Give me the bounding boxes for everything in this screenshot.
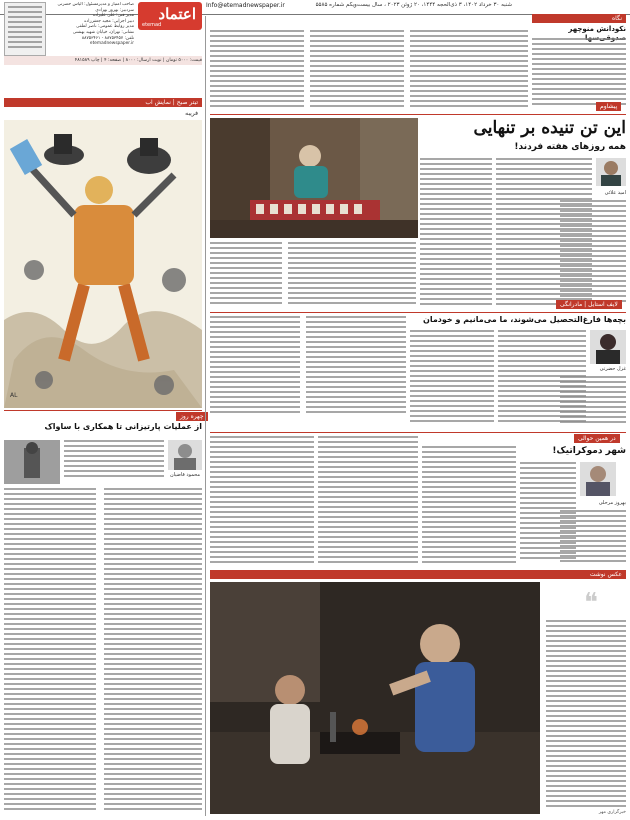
photo-note: خبرگزاری مهر: [598, 810, 626, 815]
text-block: [310, 30, 404, 112]
author-main-name: امید علائی: [604, 190, 626, 196]
credit-line: دبیر اجرایی: مجید جعفرزاده: [84, 18, 134, 24]
credit-line: صاحب امتیاز و مدیرمسئول: الیاس حضرتی: [57, 2, 134, 7]
credit-line: مدیر فنی: علی علیزاده: [92, 13, 134, 19]
column-rule: [205, 16, 206, 816]
credit-line[interactable]: etemadnewspaper.ir: [89, 41, 134, 47]
main-story-photo: [210, 118, 418, 238]
logo-small-text: etemad: [142, 22, 162, 28]
author3-photo: [590, 330, 626, 364]
text-block: [288, 242, 416, 308]
author2-name: محمود قاضیان: [169, 472, 200, 478]
headline3: بچه‌ها فارغ‌التحصیل می‌شوند، ما می‌مانیم و خودمان: [422, 315, 626, 324]
author2-photo: [168, 440, 202, 470]
logo-text: اعتماد: [158, 5, 196, 23]
cartoon-caption: فریبه: [185, 110, 198, 117]
main-subhead: همه روزهای هفته فردند!: [514, 142, 626, 152]
text-block: [306, 316, 406, 416]
text-block: [410, 330, 494, 426]
email-link[interactable]: Info@etemadnewspaper.ir: [206, 2, 285, 9]
credits-box: [48, 2, 134, 54]
cartoon-image: [4, 120, 202, 408]
right-top-label: نگاه: [612, 15, 622, 22]
cartoon-signature: AL: [10, 392, 18, 399]
credit-line: مدیر روابط عمومی: ناصر لطفی: [76, 24, 134, 30]
credits-bottom-info: قیمت: ۵۰۰۰ تومان | نوبت ارسال: ۸۰۰۰ | صفحه: ۴ | چاپ ۴۸۱۵۸۹: [4, 56, 202, 65]
text-block: [210, 316, 300, 416]
quote-mark-icon: ❝: [584, 588, 598, 618]
text-block: [420, 158, 492, 308]
text-block: [64, 440, 164, 482]
text-block: [532, 38, 626, 112]
headline4: شهر دموکراتیک!: [552, 446, 626, 456]
author4-name: بهروز مرحلی: [598, 500, 626, 506]
text-block: [210, 436, 314, 566]
text-block: [560, 376, 626, 426]
bottom-label: عکس نوشت: [589, 571, 622, 578]
author-label: پیشاوم: [596, 102, 621, 111]
masthead-logo-icon: [138, 2, 202, 30]
text-block: [318, 436, 418, 566]
date-line: شنبه ۳۰ خرداد ۱۴۰۲، ۳ ذی‌الحجه ۱۴۴۴، ۲۰ ژوئن ۲۰۲۳ ، سال بیست‌ویکم شماره ۵۵۸۵: [315, 2, 512, 8]
text-block: [210, 30, 304, 112]
text-block: [560, 510, 626, 566]
headline1: نکودانش منوچهر: [568, 25, 626, 33]
block3-label: در همین حوالی: [574, 434, 620, 443]
author-main-photo: [596, 158, 626, 186]
main-headline: این تن تنیده بر تنهایی: [473, 118, 626, 138]
historical-photo: [4, 440, 60, 484]
text-block: [546, 620, 626, 810]
left-divider: [4, 410, 202, 411]
main-story-rule: [210, 114, 626, 115]
text-block: [210, 242, 282, 308]
block3-rule: [210, 432, 626, 433]
left-headline2: از عملیات پارتیزانی تا همکاری با ساواک: [44, 422, 202, 431]
block2-label: لایف استایل | مادرانگی: [556, 300, 622, 309]
text-block: [560, 200, 626, 308]
block2-rule: [210, 312, 626, 313]
text-block: [104, 488, 202, 814]
text-block: [4, 488, 96, 814]
text-block: [422, 446, 516, 566]
credit-line: سردبیر: بهروز بهزادی: [95, 7, 134, 13]
left-section-heading: تیتر صبح | نمایش اب: [145, 99, 198, 106]
text-block: [410, 30, 528, 112]
author3-name: غزل حضرتی: [599, 366, 626, 372]
left-section2-label: چهره روز: [176, 412, 208, 421]
credit-line: نشانی: تهران، خیابان شهید بهشتی: [72, 29, 134, 35]
author4-photo: [580, 462, 616, 496]
credit-line: تلفن: ۸۸۷۵۳۴۵۷ - ۸۸۷۵۳۴۶۱: [81, 35, 134, 41]
front-page-thumbnail: [4, 2, 46, 56]
blacksmith-photo: [210, 582, 540, 814]
